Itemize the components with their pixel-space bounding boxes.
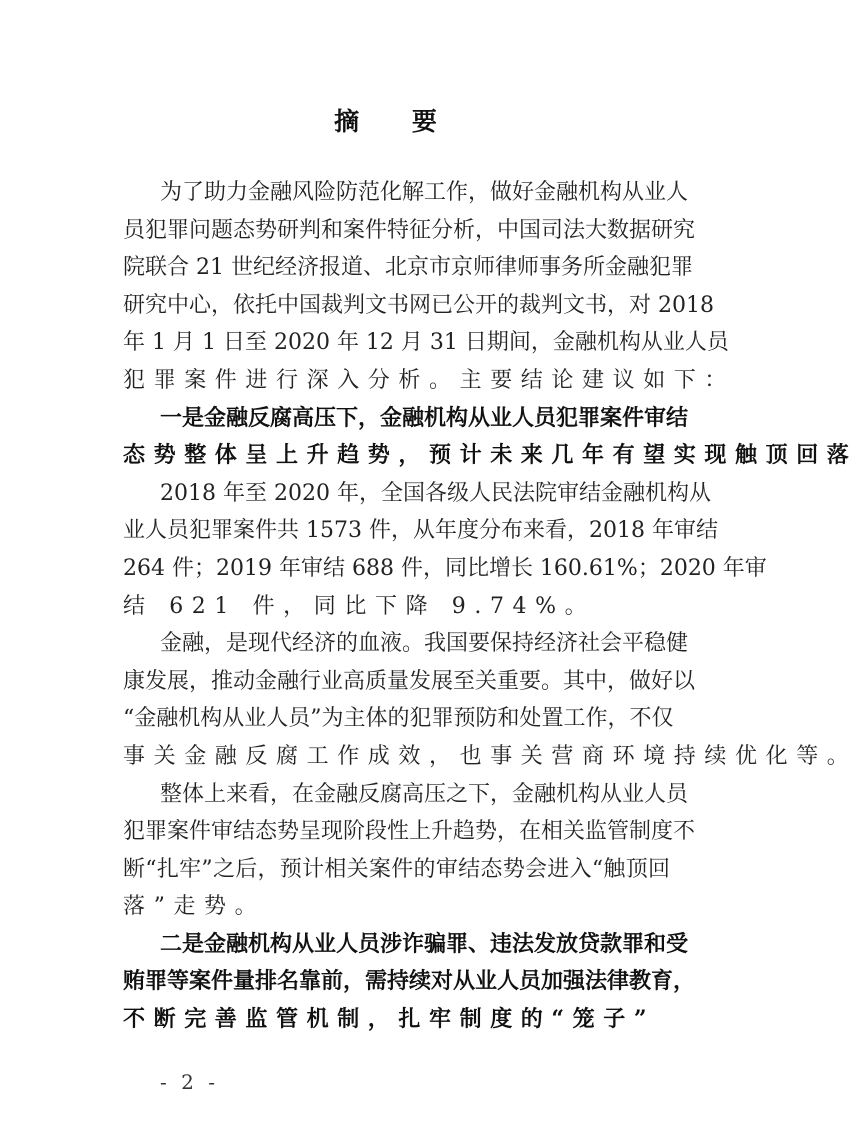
text-line: 员犯罪问题态势研判和案件特征分析，中国司法大数据研究 xyxy=(123,217,696,243)
text-line: 结 621 件，同比下降 9.74%。 xyxy=(123,593,596,619)
text-line: 犯罪案件审结态势呈现阶段性上升趋势，在相关监管制度不 xyxy=(123,819,696,845)
text-line: 态势整体呈上升趋势，预计未来几年有望实现触顶回落 xyxy=(123,442,857,469)
document-body xyxy=(123,174,857,1039)
text-line: 不断完善监管机制，扎牢制度的“笼子” xyxy=(123,1006,656,1033)
section-heading xyxy=(123,926,696,1039)
text-line: 为了助力金融风险防范化解工作，做好金融机构从业人 xyxy=(160,180,689,205)
text-line: 康发展，推动金融行业高质量发展至关重要。其中，做好以 xyxy=(123,668,696,694)
text-line: 落”走势。 xyxy=(123,894,266,920)
text-line: 2018 年至 2020 年，全国各级人民法院审结金融机构从 xyxy=(160,480,711,506)
text-line: 贿罪等案件量排名靠前，需持续对从业人员加强法律教育， xyxy=(123,968,696,995)
text-line: 断“扎牢”之后，预计相关案件的审结态势会进入“触顶回 xyxy=(123,856,670,882)
page-title: 摘 要 xyxy=(334,107,459,136)
text-line: 院联合 21 世纪经济报道、北京市京师律师事务所金融犯罪 xyxy=(123,255,693,281)
section-heading xyxy=(123,400,857,475)
page-number: - 2 - xyxy=(160,1070,219,1094)
paragraph xyxy=(123,475,767,625)
paragraph xyxy=(123,776,696,926)
text-line: 事关金融反腐工作成效，也事关营商环境持续优化等。 xyxy=(123,743,857,769)
text-line: 金融，是现代经济的血液。我国要保持经济社会平稳健 xyxy=(160,631,689,657)
text-line: 业人员犯罪案件共 1573 件，从年度分布来看，2018 年审结 xyxy=(123,518,718,544)
text-line: 年 1 月 1 日至 2020 年 12 月 31 日期间，金融机构从业人员 xyxy=(123,330,729,356)
text-line: 研究中心，依托中国裁判文书网已公开的裁判文书，对 2018 xyxy=(123,292,714,318)
text-line: “金融机构从业人员”为主体的犯罪预防和处置工作，不仅 xyxy=(123,706,674,732)
text-line: 264 件；2019 年审结 688 件，同比增长 160.61%；2020 年审 xyxy=(123,555,767,581)
text-line: 二是金融机构从业人员涉诈骗罪、违法发放贷款罪和受 xyxy=(160,930,689,957)
paragraph xyxy=(123,174,736,400)
text-line: 犯罪案件进行深入分析。主要结论建议如下： xyxy=(123,367,736,393)
text-line: 一是金融反腐高压下，金融机构从业人员犯罪案件审结 xyxy=(160,404,689,431)
paragraph xyxy=(123,625,857,775)
text-line: 整体上来看，在金融反腐高压之下，金融机构从业人员 xyxy=(160,781,689,807)
